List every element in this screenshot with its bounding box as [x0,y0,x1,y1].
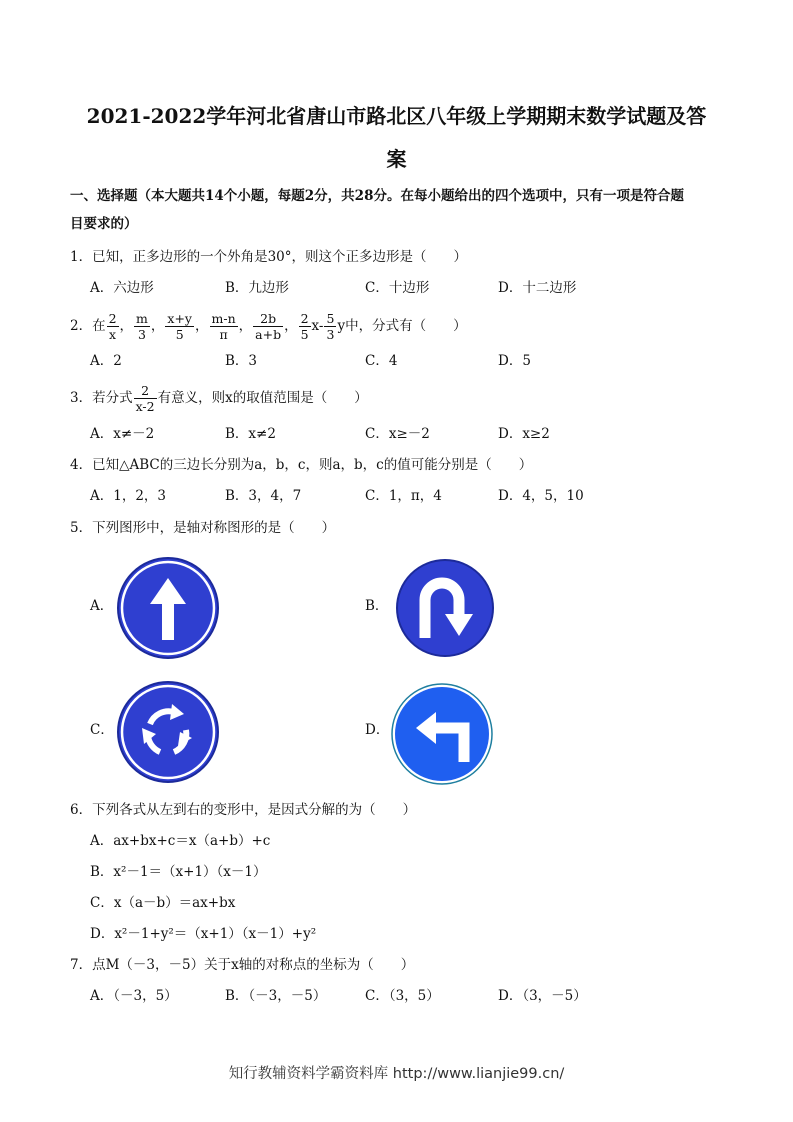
fraction-m-minus-n-over-pi: $\frac{m-n}{\pi}$ [211,311,236,342]
q1-option-a: A．六边形 [90,280,154,296]
turn-left-sign-icon [390,682,494,786]
q5-option-a-label: A． [90,598,114,614]
q2-prefix: 2．在 [70,318,106,334]
q2-option-b: B．3 [225,353,258,369]
q7-option-b: B．（－3，－5） [225,988,327,1004]
fraction-2b-over-a-plus-b: $\frac{2b}{a+b}$ [255,311,282,342]
q4-option-c: C．1，π，4 [365,488,442,504]
question-2: 2．在 $\frac{2}{x}$ ， $\frac{m}{3}$ ， $\frac{x+y}{5}$ ， $\frac{m-n}{\pi}$ ， $\frac{2b}{a+b}$ ， $\frac{2}{5}$ x- $\frac{5}{3}$ y中，分式有（ ） [70,311,467,342]
section-heading-line-1: 一、选择题（本大题共14个小题，每题2分，共28分。在每小题给出的四个选项中，只有一项是符合题 [70,188,684,204]
question-3 [70,382,368,414]
q3-option-a: A．x≠－2 [90,426,155,442]
q7-option-d: D．（3，－5） [498,988,587,1004]
fraction-x-plus-y-over-5: $\frac{x+y}{5}$ [167,311,192,342]
q6-option-a: A．ax+bx+c＝x（a+b）+c [90,833,271,849]
question-1: 1．已知，正多边形的一个外角是30°，则这个正多边形是（ ） [70,249,468,265]
fraction-2-over-x-minus-2: $\frac{2}{x-2}$ [135,383,155,414]
straight-arrow-sign-icon [116,556,220,660]
q1-option-c: C．十边形 [365,280,430,296]
q6-option-c: C．x（a－b）＝ax+bx [90,895,236,911]
q2-option-d: D．5 [498,353,531,369]
question-7: 7．点M（－3，－5）关于x轴的对称点的坐标为（ ） [70,957,415,973]
fraction-2-over-x: $\frac{2}{x}$ [108,311,117,342]
q3-option-b: B．x≠2 [225,426,276,442]
q3-suffix: 有意义，则x的取值范围是（ ） [157,390,368,406]
q4-option-b: B．3，4，7 [225,488,302,504]
q3-option-c: C．x≥－2 [365,426,430,442]
q3-prefix: 3．若分式 [70,390,133,406]
q6-option-b: B．x²－1＝（x+1）（x－1） [90,864,267,880]
q2-option-a: A．2 [90,353,122,369]
q7-option-a: A．（－3，5） [90,988,178,1004]
q2-option-c: C．4 [365,353,398,369]
q5-option-c-label: C． [90,722,114,738]
fraction-2-over-5: $\frac{2}{5}$ [300,311,309,342]
u-turn-sign-icon [395,558,495,658]
fraction-5-over-3: $\frac{5}{3}$ [326,311,335,342]
q4-option-d: D．4，5，10 [498,488,584,504]
q1-option-b: B．九边形 [225,280,289,296]
roundabout-sign-icon [116,680,220,784]
question-4: 4．已知△ABC的三边长分别为a，b，c，则a，b，c的值可能分别是（ ） [70,457,533,473]
question-5: 5．下列图形中，是轴对称图形的是（ ） [70,520,336,536]
title-line-1: 2021-2022学年河北省唐山市路北区八年级上学期期末数学试题及答 [86,104,707,128]
fraction-m-over-3: $\frac{m}{3}$ [136,311,148,342]
q2-mid: x- [311,318,324,334]
section-heading-line-2: 目要求的） [70,216,138,232]
q4-option-a: A．1，2，3 [90,488,167,504]
q2-suffix: y中，分式有（ ） [337,318,467,334]
footer-watermark: 知行教辅资料学霸资料库 http://www.lianjie99.cn/ [228,1066,565,1082]
q5-option-d-label: D． [365,722,390,738]
title-line-2: 案 [386,147,407,171]
q7-option-c: C．（3，5） [365,988,440,1004]
q5-option-b-label: B． [365,598,389,614]
q6-option-d: D．x²－1+y²＝（x+1）（x－1）+y² [90,926,317,942]
q1-option-d: D．十二边形 [498,280,577,296]
question-6: 6．下列各式从左到右的变形中，是因式分解的为（ ） [70,802,417,818]
q3-option-d: D．x≥2 [498,426,550,442]
